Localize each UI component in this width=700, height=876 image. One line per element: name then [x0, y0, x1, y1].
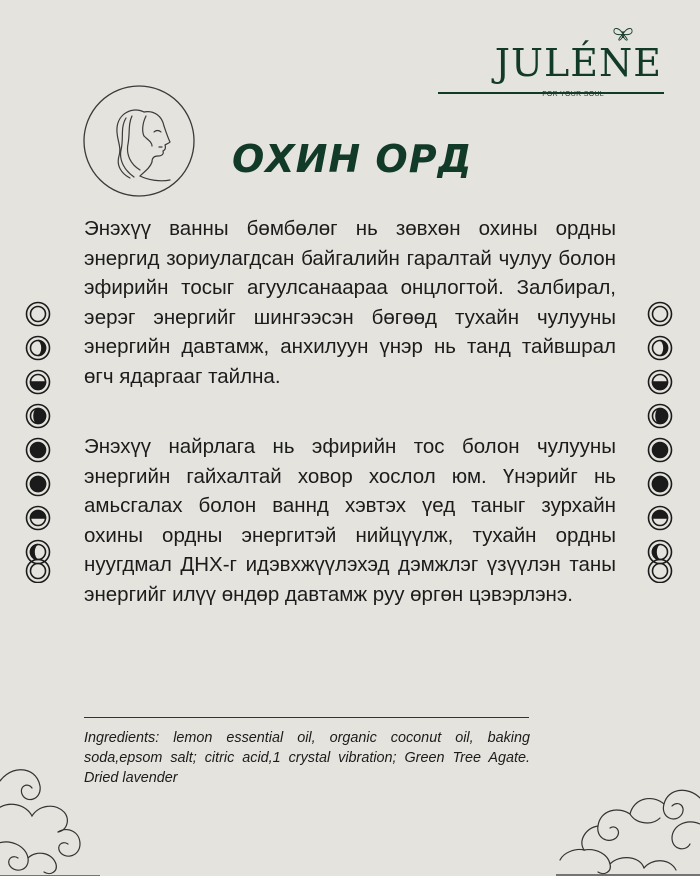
moon-phase-icon: [649, 439, 672, 462]
moon-phase-icon: [27, 405, 50, 428]
brand-name: JULÉNE: [494, 41, 662, 85]
description-paragraph-2: Энэхүү найрлага нь эфирийн тос болон чулууны энергийн гайхалтай ховор хослол юм. Үнэрийг нь амьсгалах болон ваннд хэвтэх үед таныг зурхайн охины ордны энергитэй нийцүүлж, тухайн ордны нуугдмал ДНХ-г идэвхжүүлэхэд дэмжлэг үзүүлэн таны энергийг илүү өндөр давтамж руу өргөн цэвэрлэнэ.: [84, 435, 616, 606]
page-title: ОХИН ОРД: [232, 137, 473, 181]
ingredients-text: Ingredients: lemon essential oil, organic coconut oil, baking soda,epsom salt; citric acid,1 crystal vibration; Green Tree Agate. Dried lavender: [84, 730, 530, 786]
cloud-ornament-icon: [556, 778, 700, 876]
moon-phase-icon: [27, 473, 50, 496]
moon-phase-icon: [27, 560, 50, 583]
moon-phase-icon: [649, 371, 672, 394]
moon-phase-icon: [649, 473, 672, 496]
moon-phase-icon: [27, 507, 50, 530]
brand-logo: [438, 30, 664, 98]
cloud-ornament-icon: [0, 760, 100, 876]
virgo-zodiac-icon: [82, 84, 196, 198]
moon-phase-icon: [27, 337, 50, 360]
moon-phase-icon: [649, 303, 672, 326]
moon-phases-right: [646, 301, 674, 583]
moon-phases-left: [24, 301, 52, 583]
moon-phase-icon: [27, 371, 50, 394]
moon-phase-icon: [649, 405, 672, 428]
description-paragraph-1: Энэхүү ванны бөмбөлөг нь зөвхөн охины ордны энергид зориулагдсан байгалийн гаралтай чулуу болон эфирийн тосыг агуулсанаараа онцлогтой. Залбирал, эерэг энергийг шингээсэн бөгөөд тухайн чулууны энергийн давтамж, анхилуун үнэр нь танд тайвшрал өгч ядаргааг тайлна.: [84, 217, 616, 388]
moon-phase-icon: [649, 560, 672, 583]
moon-phase-icon: [649, 337, 672, 360]
brand-tagline: FOR YOUR SOUL: [542, 91, 604, 98]
moon-phase-icon: [27, 439, 50, 462]
butterfly-icon: [612, 26, 634, 42]
ingredients-divider: [84, 717, 529, 718]
moon-phase-icon: [649, 507, 672, 530]
moon-phase-icon: [27, 303, 50, 326]
